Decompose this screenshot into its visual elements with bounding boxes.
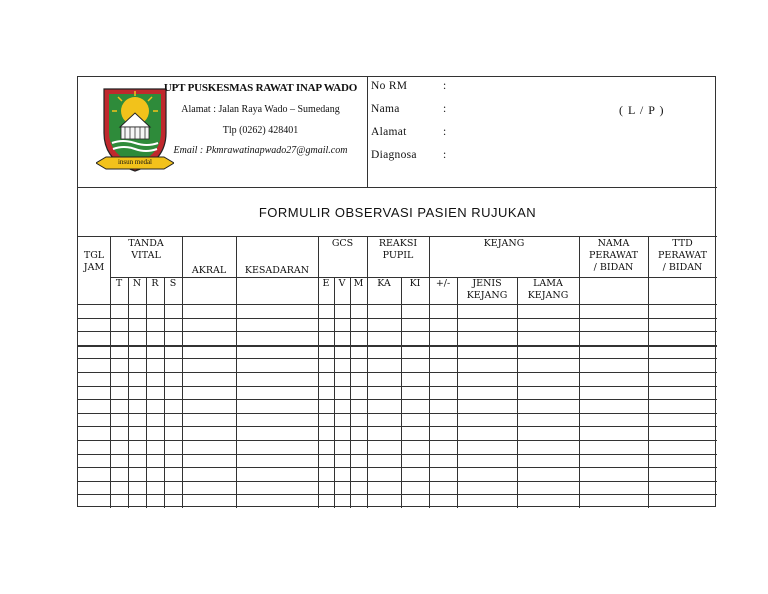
table-row (78, 358, 717, 359)
field-colon: : (443, 126, 447, 138)
col-header-ttd-perawat: TTD PERAWAT / BIDAN (658, 238, 707, 273)
col-header-akral: AKRAL (191, 265, 227, 276)
header-divider (367, 77, 368, 187)
sub-header-ka: KA (377, 278, 391, 289)
observation-form (77, 76, 716, 507)
table-row (78, 440, 717, 441)
field-label: Diagnosa (371, 149, 417, 161)
field-label: No RM (371, 80, 408, 92)
sub-header-e: E (322, 278, 330, 289)
table-top-line (78, 236, 717, 237)
institution-name: UPT PUSKESMAS RAWAT INAP WADO (163, 82, 358, 94)
header-bottom-line (78, 187, 717, 188)
table-subcol-line (164, 277, 165, 508)
table-subcol-line (401, 277, 402, 508)
sub-header-m: M (353, 278, 364, 289)
col-header-tanda-vital: TANDA VITAL (128, 238, 164, 261)
table-row (78, 413, 717, 414)
institution-phone: Tlp (0262) 428401 (222, 125, 299, 136)
field-colon: : (443, 103, 447, 115)
table-row (78, 481, 717, 482)
table-subcol-line (334, 277, 335, 508)
col-header-kesadaran: KESADARAN (244, 265, 310, 276)
col-header-tgl-jam: TGL JAM (83, 250, 105, 273)
table-row (78, 399, 717, 400)
logo-motto: insun medal (117, 158, 153, 166)
field-label: Alamat (371, 126, 407, 138)
table-row (78, 386, 717, 387)
table-row (78, 318, 717, 319)
table-row (78, 345, 717, 347)
sub-header-jenis-kejang: JENIS KEJANG (466, 278, 508, 301)
table-subcol-line (128, 277, 129, 508)
table-subcol-line (517, 277, 518, 508)
table-row (78, 372, 717, 373)
table-row (78, 426, 717, 427)
table-row (78, 467, 717, 468)
table-subcol-line (350, 277, 351, 508)
sub-header-lama-kejang: LAMA KEJANG (527, 278, 569, 301)
col-header-gcs: GCS (331, 238, 354, 249)
sub-header-t: T (115, 278, 123, 289)
form-title: FORMULIR OBSERVASI PASIEN RUJUKAN (258, 205, 537, 220)
sub-header-plus-minus: +/- (435, 278, 451, 289)
table-row (78, 494, 717, 495)
col-header-nama-perawat: NAMA PERAWAT / BIDAN (589, 238, 638, 273)
col-header-reaksi-pupil: REAKSI PUPIL (378, 238, 418, 261)
table-row (78, 454, 717, 455)
gender-options: ( L / P ) (619, 103, 665, 117)
table-subcol-line (457, 277, 458, 508)
institution-address: Alamat : Jalan Raya Wado – Sumedang (181, 104, 340, 115)
field-label: Nama (371, 103, 400, 115)
sub-header-s: S (169, 278, 177, 289)
table-subcol-line (146, 277, 147, 508)
table-row (78, 331, 717, 332)
sub-header-n: N (132, 278, 142, 289)
sub-header-ki: KI (409, 278, 421, 289)
field-colon: : (443, 149, 447, 161)
field-colon: : (443, 80, 447, 92)
institution-email: Email : Pkmrawatinapwado27@gmail.com (173, 145, 348, 156)
observation-table (78, 77, 717, 508)
sub-header-r: R (151, 278, 159, 289)
table-row (78, 304, 717, 305)
col-header-kejang: KEJANG (483, 238, 525, 249)
sub-header-v: V (338, 278, 346, 289)
